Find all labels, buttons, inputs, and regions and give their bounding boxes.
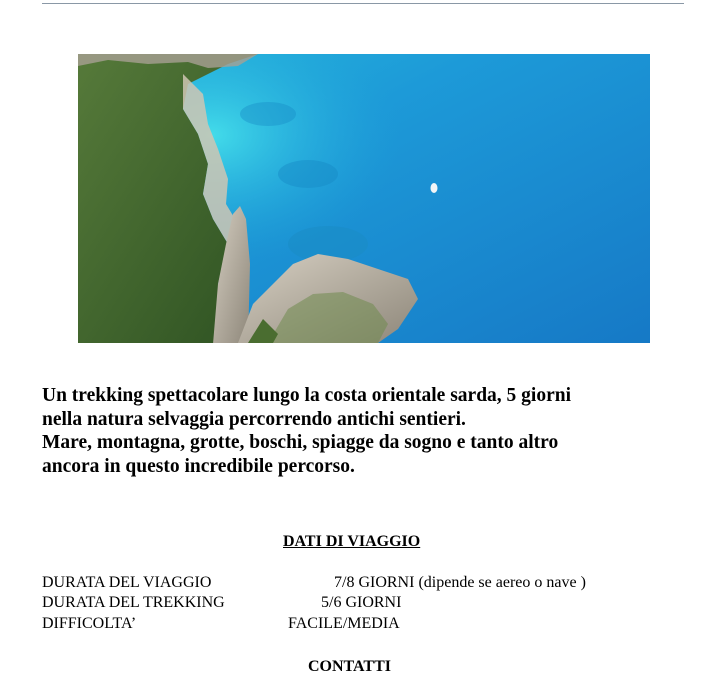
- top-divider: [42, 3, 684, 4]
- travel-data-title: DATI DI VIAGGIO: [283, 533, 421, 550]
- trekking-duration-value: 5/6 GIORNI: [321, 594, 402, 611]
- intro-line: Un trekking spettacolare lungo la costa orientale sarda, 5 giorni: [42, 385, 572, 406]
- intro-line: Mare, montagna, grotte, boschi, spiagge da sogno e tanto altro: [42, 432, 559, 453]
- intro-paragraph: [42, 384, 702, 478]
- trip-duration-value: 7/8 GIORNI (dipende se aereo o nave ): [334, 574, 586, 591]
- contacts-title: CONTATTI: [308, 658, 391, 675]
- trip-duration-label: DURATA DEL VIAGGIO: [42, 574, 212, 591]
- intro-line: nella natura selvaggia percorrendo antichi sentieri.: [42, 408, 466, 430]
- boat: [431, 183, 438, 193]
- trekking-duration-label: DURATA DEL TREKKING: [42, 594, 225, 611]
- difficulty-label: DIFFICOLTA’: [42, 615, 137, 632]
- intro-line: ancora in questo incredibile percorso.: [42, 455, 355, 477]
- coastline-photo: [78, 54, 650, 343]
- difficulty-value: FACILE/MEDIA: [288, 615, 400, 632]
